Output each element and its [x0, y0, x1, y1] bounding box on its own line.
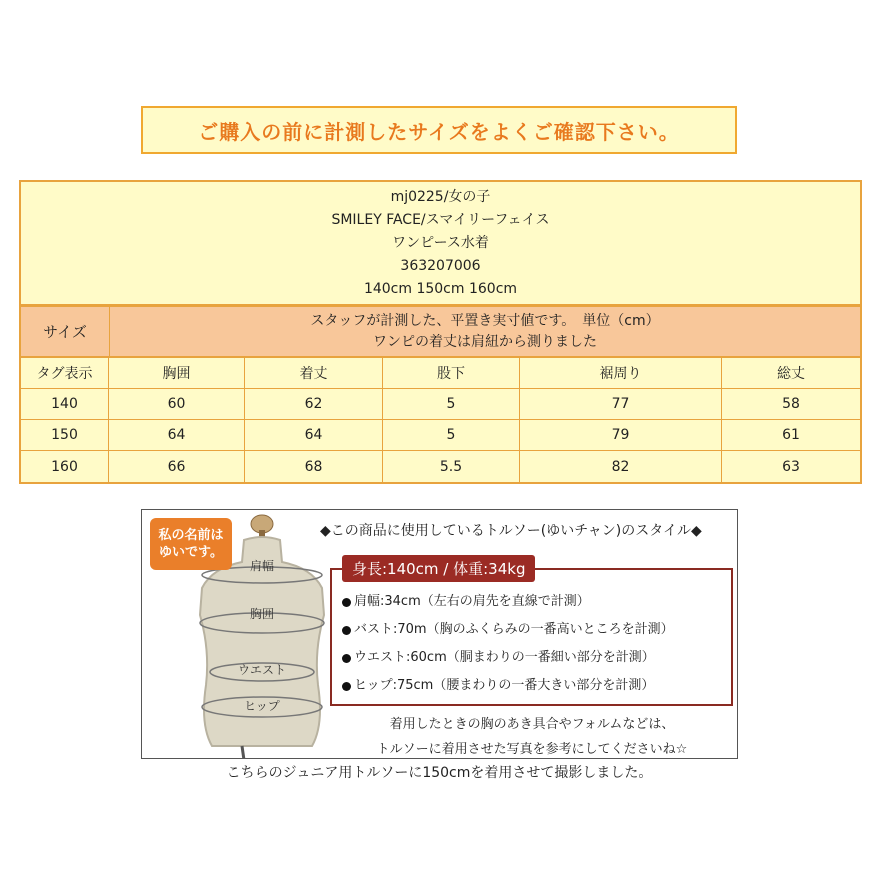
footer-note: こちらのジュニア用トルソーに150cmを着用させて撮影しました。: [226, 765, 653, 781]
hip-label: ヒップ: [244, 699, 280, 713]
product-type: ワンピース水着: [392, 234, 489, 251]
torso-caption: [352, 712, 712, 759]
table-row: [21, 420, 860, 451]
table-cell: 66: [109, 451, 245, 482]
header-cell: タグ表示: [21, 358, 109, 388]
header-cell: 裾周り: [520, 358, 722, 388]
table-cell: 62: [245, 389, 383, 419]
list-item: [342, 588, 674, 616]
table-cell: 58: [782, 396, 800, 412]
table-cell: 140: [21, 389, 109, 419]
name-tag: [150, 518, 232, 570]
waist-label: ウエスト: [237, 663, 287, 677]
size-note-row: [21, 307, 860, 358]
size-label: サイズ: [21, 307, 110, 356]
list-item: [342, 672, 674, 700]
table-row: [21, 451, 860, 482]
name-tag-line2: ゆいです。: [159, 545, 223, 560]
header-cell: 総丈: [777, 366, 805, 382]
measurement-text: 肩幅:34cm（左右の肩先を直線で計測）: [354, 594, 590, 609]
product-info: [21, 182, 860, 307]
table-cell: 63: [782, 458, 800, 475]
bust-label: 胸囲: [249, 607, 275, 621]
shoulder-label: 肩幅: [249, 559, 275, 573]
table-cell: 5.5: [383, 451, 520, 482]
product-number: 363207006: [400, 257, 481, 274]
table-cell: 77: [520, 389, 722, 419]
table-cell: 64: [109, 420, 245, 450]
table-cell: 61: [782, 427, 800, 443]
table-cell: 82: [520, 451, 722, 482]
table-row: [21, 389, 860, 420]
measurement-text: ウエスト:60cm（胴まわりの一番細い部分を計測）: [354, 650, 655, 665]
table-cell: 68: [245, 451, 383, 482]
size-note: [110, 307, 860, 356]
product-code: mj0225/女の子: [390, 188, 491, 205]
size-table: [19, 180, 862, 484]
table-cell: 5: [383, 389, 520, 419]
bullet-icon: [342, 598, 351, 607]
size-note-line2: ワンピの着丈は肩紐から測りました: [373, 333, 597, 350]
bullet-icon: [342, 626, 351, 635]
size-note-line1: スタッフが計測した、平置き実寸値です。 単位（cm）: [310, 312, 660, 329]
measurement-text: ヒップ:75cm（腰まわりの一番大きい部分を計測）: [354, 678, 655, 693]
table-cell: 5: [383, 420, 520, 450]
product-brand: SMILEY FACE/スマイリーフェイス: [331, 211, 550, 228]
torso-info-panel: [141, 509, 738, 759]
list-item: [342, 644, 674, 672]
header-cell: 股下: [383, 358, 520, 388]
header-cell: 着丈: [245, 358, 383, 388]
caption-line1: 着用したときの胸のあき具合やフォルムなどは、: [389, 717, 675, 732]
torso-style-title: ◆この商品に使用しているトルソー(ゆいチャン)のスタイル◆: [320, 523, 702, 539]
table-cell: 160: [21, 451, 109, 482]
header-cell: 胸囲: [109, 358, 245, 388]
notice-banner: ご購入の前に計測したサイズをよくご確認下さい。: [141, 106, 737, 154]
height-weight-badge: 身長:140cm / 体重:34kg: [342, 555, 535, 582]
caption-line2: トルソーに着用させた写真を参考にしてくださいね☆: [376, 742, 688, 757]
list-item: [342, 616, 674, 644]
bullet-icon: [342, 654, 351, 663]
table-cell: 150: [21, 420, 109, 450]
measurement-text: バスト:70m（胸のふくらみの一番高いところを計測）: [354, 622, 674, 637]
measurement-list: [342, 588, 674, 700]
name-tag-line1: 私の名前は: [158, 528, 224, 543]
table-cell: 64: [245, 420, 383, 450]
bullet-icon: [342, 682, 351, 691]
table-cell: 79: [520, 420, 722, 450]
table-cell: 60: [109, 389, 245, 419]
product-sizes: 140cm 150cm 160cm: [363, 280, 518, 297]
table-header-row: [21, 358, 860, 389]
